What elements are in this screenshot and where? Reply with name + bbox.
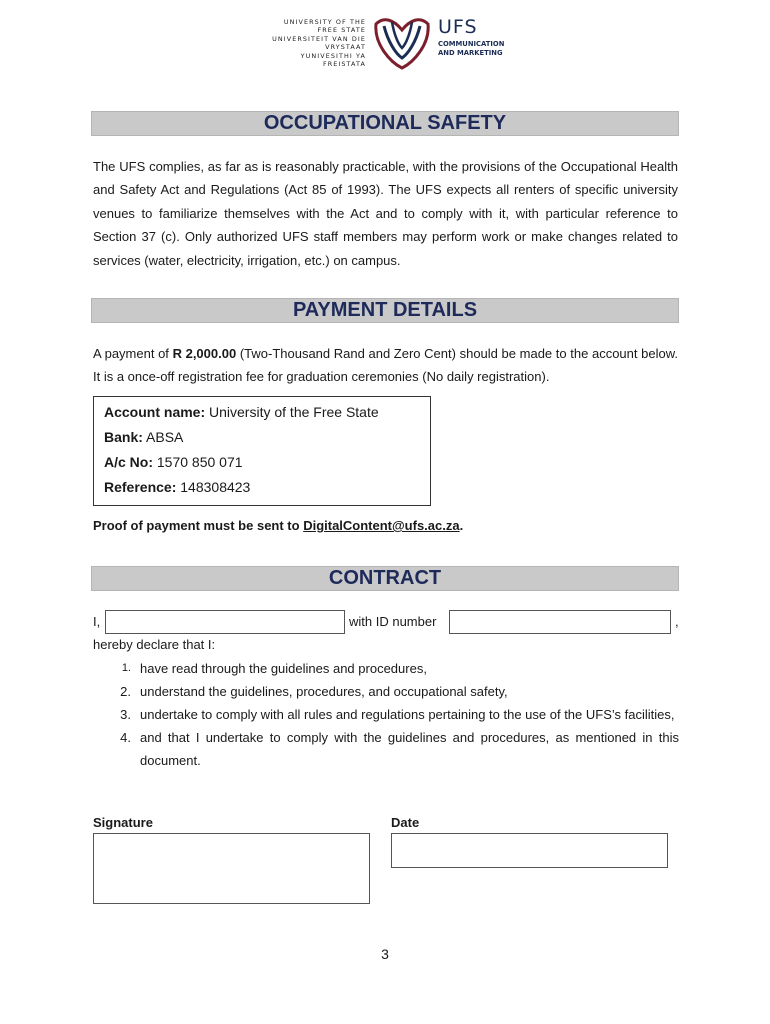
- list-item: 2. understand the guidelines, procedures, and occupational safety,: [120, 684, 508, 699]
- occupational-safety-heading: OCCUPATIONAL SAFETY: [91, 111, 679, 136]
- page-number: 3: [381, 946, 389, 962]
- payment-amount: R 2,000.00: [172, 346, 237, 361]
- payment-details-heading: PAYMENT DETAILS: [91, 298, 679, 323]
- department-name: COMMUNICATION AND MARKETING: [438, 40, 505, 57]
- account-details-box: [93, 396, 431, 506]
- comma-text: ,: [675, 614, 679, 629]
- contract-identity-line: [93, 610, 683, 635]
- date-field[interactable]: [391, 833, 668, 868]
- signature-field[interactable]: [93, 833, 370, 904]
- i-label: I,: [93, 614, 101, 629]
- occupational-safety-body: The UFS complies, as far as is reasonably practicable, with the provisions of the Occupational Health and Safety Act and Regulations (Act 85 of 1993). The UFS expects all renters of specific university venues to familiarize themselves with the Act and to comply with it, with particular reference to Section 37 (c). Only authorized UFS staff members may perform work or make changes related to services (water, electricity, irrigation, etc.) on campus.: [93, 159, 678, 268]
- id-number-label: with ID number: [349, 614, 437, 629]
- name-field[interactable]: [105, 610, 345, 634]
- header: [0, 12, 770, 74]
- brand-label: UFS: [438, 16, 478, 38]
- bank-row: Bank: ABSA: [104, 429, 184, 445]
- proof-of-payment-note: Proof of payment must be sent to DigitalContent@ufs.ac.za.: [93, 518, 464, 533]
- list-item: 1. have read through the guidelines and procedures,: [121, 661, 427, 676]
- account-number-row: A/c No: 1570 850 071: [104, 454, 243, 470]
- date-label: Date: [391, 815, 420, 830]
- ufs-logo-icon: [370, 14, 434, 72]
- declaration-intro: hereby declare that I:: [93, 637, 216, 652]
- email-link[interactable]: DigitalContent@ufs.ac.za: [303, 518, 460, 533]
- declaration-list: [113, 657, 679, 772]
- account-name-row: Account name: University of the Free State: [104, 404, 379, 420]
- list-item: 3. undertake to comply with all rules and regulations pertaining to the use of the UFS’s facilities,: [120, 707, 675, 722]
- list-item: 4. and that I undertake to comply with the guidelines and procedures, as mentioned in this document.: [120, 730, 679, 768]
- university-name: UNIVERSITY OF THE FREE STATE UNIVERSITEIT VAN DIE VRYSTAAT YUNIVESITHI YA FREISTATA: [272, 18, 366, 69]
- payment-intro: A payment of R 2,000.00 (Two-Thousand Rand and Zero Cent) should be made to the account below. It is a once-off registration fee for graduation ceremonies (No daily registration).: [93, 346, 678, 385]
- reference-row: Reference: 148308423: [104, 479, 251, 495]
- id-number-field[interactable]: [449, 610, 671, 634]
- signature-label: Signature: [93, 815, 153, 830]
- contract-heading: CONTRACT: [91, 566, 679, 591]
